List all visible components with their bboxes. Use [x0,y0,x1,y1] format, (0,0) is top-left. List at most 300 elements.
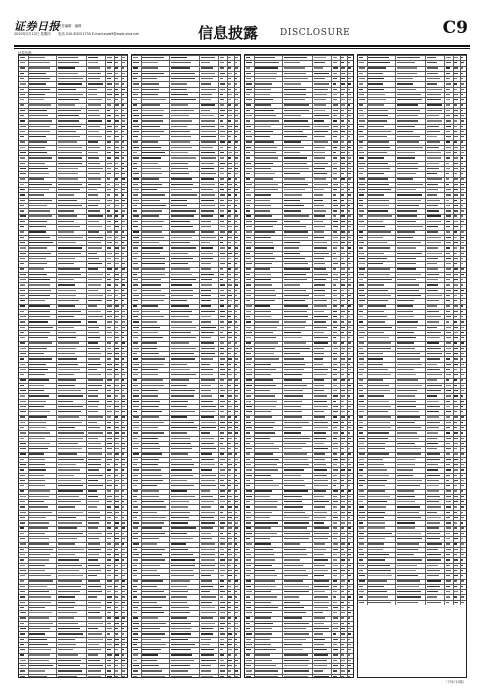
text-line [122,639,125,640]
row-rule [358,140,466,141]
text-line [454,247,457,248]
text-line [314,580,329,581]
text-line [359,321,363,322]
text-line [348,485,351,486]
text-line [427,459,440,460]
row-rule [19,378,127,379]
text-line [29,337,48,338]
text-line [454,120,457,121]
text-line [107,263,111,264]
text-line [397,189,417,190]
text-line [142,184,161,185]
text-line [133,639,138,640]
text-line [359,152,363,153]
text-line [397,210,417,211]
text-line [348,475,351,476]
text-line [348,612,351,613]
text-line [122,110,125,111]
text-line [461,194,465,195]
text-line [201,385,211,386]
text-line [133,676,137,677]
text-line [348,194,351,195]
text-line [88,115,100,116]
text-line [142,221,164,222]
text-line [341,120,344,121]
text-line [454,237,457,238]
row-rule [245,653,353,654]
text-line [228,607,231,608]
text-line [427,141,440,142]
text-line [446,527,451,528]
text-line [246,649,250,650]
row-rule [245,240,353,241]
text-line [142,327,160,328]
row-rule [358,103,466,104]
text-line [397,490,414,491]
text-line [454,517,458,518]
text-line [220,517,225,518]
text-line [133,131,139,132]
text-line [397,104,418,105]
text-line [446,231,450,232]
text-line [171,126,187,127]
text-line [107,147,111,148]
text-line [220,189,224,190]
text-line [133,422,138,423]
row-rule [132,499,240,500]
text-line [201,617,213,618]
text-line [133,554,138,555]
text-line [58,538,77,539]
text-line [228,194,231,195]
text-line [20,580,24,581]
text-line [341,263,345,264]
text-line [142,602,157,603]
text-line [201,358,213,359]
text-line [29,168,48,169]
text-line [88,654,98,655]
text-line [284,147,304,148]
text-line [461,432,464,433]
text-line [246,332,252,333]
row-rule [358,589,466,590]
text-line [88,480,97,481]
row-rule [245,282,353,283]
text-line [29,120,52,121]
text-line [88,163,100,164]
text-line [29,475,43,476]
text-line [461,575,463,576]
text-line [228,385,231,386]
text-line [368,274,390,275]
text-line [58,612,77,613]
text-line [427,337,440,338]
text-line [228,258,231,259]
text-line [201,464,215,465]
text-line [359,496,364,497]
text-line [284,221,300,222]
row-rule [245,293,353,294]
text-line [171,89,187,90]
text-line [142,649,160,650]
text-line [341,374,344,375]
text-line [228,253,231,254]
text-line [228,570,232,571]
text-line [368,152,386,153]
text-line [427,110,442,111]
text-line [171,189,192,190]
text-line [397,136,420,137]
text-line [397,369,414,370]
text-line [348,279,351,280]
text-line [461,210,464,211]
text-line [122,104,124,105]
text-line [255,253,273,254]
text-line [341,305,344,306]
text-line [284,617,302,618]
text-line [20,73,24,74]
text-line [122,311,125,312]
text-line [201,501,214,502]
text-line [201,596,216,597]
row-rule [132,256,240,257]
text-line [201,443,214,444]
text-line [359,485,363,486]
text-line [88,342,98,343]
row-rule [132,166,240,167]
row-rule [358,208,466,209]
text-line [88,506,97,507]
row-rule [358,319,466,320]
text-line [29,411,50,412]
text-line [341,565,344,566]
text-line [461,512,463,513]
text-line [107,284,111,285]
row-rule [132,436,240,437]
text-line [341,126,345,127]
text-line [368,237,383,238]
text-line [201,416,214,417]
text-line [397,533,421,534]
row-rule [132,319,240,320]
text-line [427,120,442,121]
text-line [220,173,224,174]
text-line [122,226,125,227]
text-line [397,549,418,550]
row-rule [358,393,466,394]
text-line [333,644,337,645]
text-line [314,168,325,169]
text-line [29,126,49,127]
text-line [171,554,193,555]
text-line [58,649,74,650]
text-line [359,305,363,306]
text-line [88,221,99,222]
text-line [255,512,271,513]
text-line [284,427,302,428]
text-line [29,596,51,597]
text-line [255,311,270,312]
text-line [348,570,350,571]
text-line [348,295,351,296]
text-line [341,237,345,238]
text-line [171,353,194,354]
text-line [314,73,329,74]
text-line [20,538,24,539]
text-line [461,565,463,566]
text-line [20,67,25,68]
text-line [461,517,465,518]
text-line [133,120,138,121]
text-line [348,147,352,148]
text-line [368,184,389,185]
row-rule [245,214,353,215]
text-line [446,401,450,402]
text-line [255,231,275,232]
text-line [446,475,450,476]
text-line [314,538,328,539]
text-line [397,406,416,407]
text-line [133,83,139,84]
text-line [29,480,44,481]
text-line [454,274,457,275]
text-line [88,453,102,454]
text-line [220,115,224,116]
text-line [107,168,111,169]
row-rule [245,589,353,590]
text-line [446,300,450,301]
row-rule [19,531,127,532]
text-line [333,602,337,603]
text-line [255,665,276,666]
text-line [58,512,83,513]
text-line [359,62,363,63]
text-line [368,73,383,74]
row-rule [132,589,240,590]
row-rule [245,610,353,611]
text-line [58,554,75,555]
text-line [58,596,75,597]
row-rule [245,547,353,548]
row-rule [19,584,127,585]
text-line [348,178,351,179]
text-line [29,676,47,677]
text-line [368,475,388,476]
text-line [314,231,324,232]
text-line [220,305,224,306]
row-rule [19,208,127,209]
text-line [235,401,238,402]
text-line [359,136,364,137]
row-rule [132,203,240,204]
text-line [333,258,337,259]
text-line [171,99,196,100]
text-line [142,469,160,470]
text-line [122,438,124,439]
text-line [235,617,237,618]
text-line [58,401,74,402]
text-line [284,115,301,116]
text-line [58,268,80,269]
text-line [107,527,111,528]
text-line [359,94,364,95]
text-line [133,459,138,460]
row-rule [358,55,466,56]
text-line [397,295,421,296]
text-line [115,649,118,650]
text-line [235,432,238,433]
row-rule [19,573,127,574]
text-line [201,496,213,497]
text-line [133,649,138,650]
row-rule [19,219,127,220]
text-line [235,131,238,132]
text-line [58,602,75,603]
text-line [220,369,225,370]
text-line [201,670,211,671]
text-line [427,527,439,528]
text-line [133,475,137,476]
text-line [228,623,231,624]
text-line [454,200,457,201]
text-line [142,200,159,201]
text-line [235,411,238,412]
text-line [201,342,214,343]
text-line [397,237,413,238]
row-rule [132,462,240,463]
text-line [314,337,328,338]
text-line [107,649,111,650]
text-line [142,242,159,243]
text-line [201,147,213,148]
text-line [427,379,437,380]
text-line [368,506,386,507]
text-line [314,464,326,465]
text-line [235,258,239,259]
text-line [348,205,351,206]
text-line [29,427,46,428]
text-line [133,205,137,206]
text-line [122,247,125,248]
text-line [29,623,53,624]
text-line [133,274,137,275]
text-line [284,453,307,454]
text-line [171,94,188,95]
text-line [228,67,231,68]
text-line [446,358,450,359]
text-line [228,157,231,158]
text-line [220,194,225,195]
text-line [201,163,214,164]
text-line [122,321,125,322]
text-line [235,279,239,280]
text-line [284,284,300,285]
row-rule [132,208,240,209]
text-line [133,448,138,449]
text-line [220,427,225,428]
text-line [29,258,46,259]
row-rule [358,293,466,294]
text-line [235,623,238,624]
text-line [142,152,165,153]
text-line [201,533,211,534]
text-line [142,654,158,655]
text-line [29,538,49,539]
text-line [359,390,363,391]
text-line [228,480,231,481]
text-line [29,62,50,63]
text-line [446,163,449,164]
text-line [88,602,100,603]
row-rule [132,647,240,648]
text-line [220,612,225,613]
text-line [88,464,101,465]
text-line [333,168,337,169]
text-line [348,469,352,470]
text-line [397,565,417,566]
text-line [314,612,323,613]
text-line [314,390,324,391]
text-line [427,427,439,428]
text-line [228,527,232,528]
text-line [333,649,338,650]
text-line [115,263,119,264]
row-rule [245,66,353,67]
text-line [58,485,83,486]
text-line [133,660,137,661]
text-line [314,78,325,79]
text-line [133,501,137,502]
text-line [115,189,118,190]
text-line [359,279,363,280]
text-line [284,543,300,544]
text-line [122,549,125,550]
text-line [142,422,164,423]
text-line [122,453,124,454]
text-line [284,475,301,476]
row-rule [245,203,353,204]
text-line [446,253,450,254]
row-rule [358,76,466,77]
row-rule [358,161,466,162]
text-line [368,311,383,312]
row-rule [19,240,127,241]
text-line [201,628,213,629]
text-line [235,327,238,328]
text-line [88,173,100,174]
text-line [333,475,337,476]
text-line [88,676,101,677]
text-line [314,221,323,222]
text-line [397,62,415,63]
text-line [348,358,351,359]
text-line [359,168,364,169]
text-line [368,99,386,100]
row-rule [358,526,466,527]
text-line [115,300,118,301]
text-line [333,464,337,465]
text-line [88,490,97,491]
text-line [341,580,344,581]
text-line [58,411,82,412]
text-line [246,660,252,661]
text-line [107,348,111,349]
text-line [446,517,450,518]
text-line [201,67,213,68]
text-line [58,126,81,127]
text-line [228,453,232,454]
text-line [368,115,387,116]
